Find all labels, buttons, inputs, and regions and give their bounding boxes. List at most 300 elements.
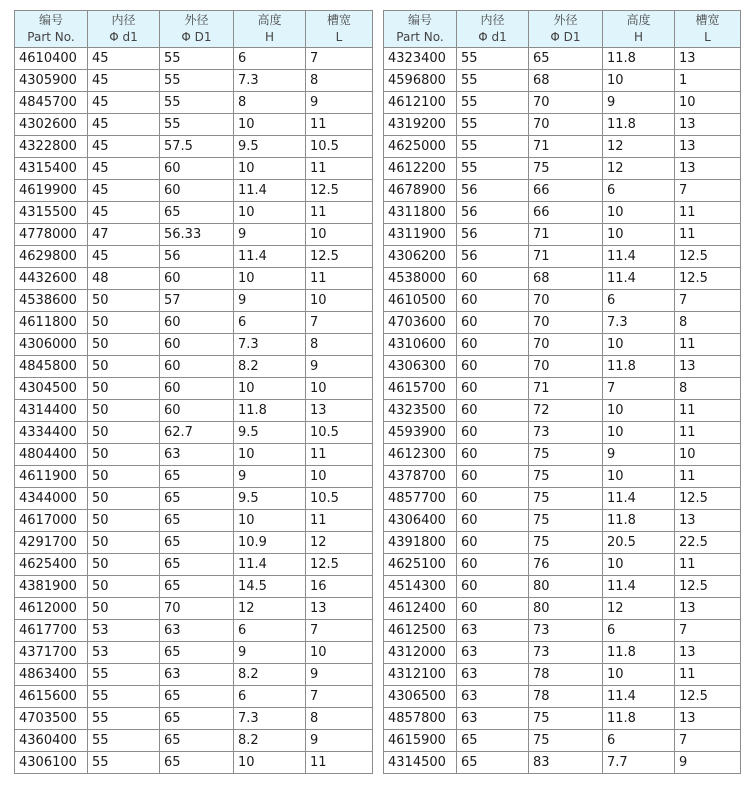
- cell-part-no: 4311800: [384, 202, 457, 224]
- table-row: [15, 312, 373, 334]
- table-row: [384, 466, 741, 488]
- cell-inner-diameter: 60: [457, 488, 529, 510]
- cell-part-no: 4612000: [15, 598, 88, 620]
- cell-outer-diameter: 65: [529, 48, 603, 70]
- cell-outer-diameter: 71: [529, 378, 603, 400]
- cell-height: 11.4: [603, 576, 675, 598]
- cell-height: 10: [603, 224, 675, 246]
- cell-inner-diameter: 53: [88, 642, 160, 664]
- cell-part-no: 4371700: [15, 642, 88, 664]
- cell-inner-diameter: 65: [457, 730, 529, 752]
- table-row: [15, 686, 373, 708]
- cell-inner-diameter: 50: [88, 554, 160, 576]
- cell-outer-diameter: 55: [160, 114, 234, 136]
- cell-outer-diameter: 73: [529, 642, 603, 664]
- cell-inner-diameter: 50: [88, 444, 160, 466]
- cell-outer-diameter: 65: [160, 752, 234, 774]
- cell-height: 10: [234, 510, 306, 532]
- cell-inner-diameter: 50: [88, 400, 160, 422]
- cell-part-no: 4314400: [15, 400, 88, 422]
- table-row: [384, 92, 741, 114]
- table-row: [384, 686, 741, 708]
- cell-outer-diameter: 65: [160, 686, 234, 708]
- cell-part-no: 4381900: [15, 576, 88, 598]
- cell-inner-diameter: 45: [88, 48, 160, 70]
- cell-inner-diameter: 50: [88, 598, 160, 620]
- cell-groove-width: 10.5: [306, 136, 373, 158]
- cell-outer-diameter: 75: [529, 158, 603, 180]
- cell-inner-diameter: 45: [88, 202, 160, 224]
- cell-inner-diameter: 55: [457, 48, 529, 70]
- cell-inner-diameter: 60: [457, 598, 529, 620]
- cell-part-no: 4593900: [384, 422, 457, 444]
- table-row: [15, 576, 373, 598]
- table-row: [384, 312, 741, 334]
- cell-outer-diameter: 65: [160, 532, 234, 554]
- cell-part-no: 4857800: [384, 708, 457, 730]
- cell-groove-width: 10.5: [306, 422, 373, 444]
- cell-groove-width: 7: [675, 180, 741, 202]
- cell-groove-width: 7: [306, 312, 373, 334]
- cell-outer-diameter: 75: [529, 488, 603, 510]
- cell-height: 11.8: [603, 708, 675, 730]
- table-row: [15, 422, 373, 444]
- cell-outer-diameter: 60: [160, 334, 234, 356]
- cell-outer-diameter: 55: [160, 92, 234, 114]
- cell-part-no: 4611800: [15, 312, 88, 334]
- cell-groove-width: 11: [306, 752, 373, 774]
- right-table-body: [384, 48, 741, 774]
- cell-height: 6: [603, 730, 675, 752]
- cell-groove-width: 1: [675, 70, 741, 92]
- cell-inner-diameter: 55: [457, 70, 529, 92]
- cell-part-no: 4615600: [15, 686, 88, 708]
- cell-outer-diameter: 70: [160, 598, 234, 620]
- table-row: [384, 444, 741, 466]
- cell-part-no: 4625100: [384, 554, 457, 576]
- cell-part-no: 4612500: [384, 620, 457, 642]
- table-row: [384, 180, 741, 202]
- cell-height: 9: [234, 224, 306, 246]
- cell-groove-width: 8: [306, 708, 373, 730]
- cell-groove-width: 7: [675, 730, 741, 752]
- cell-part-no: 4625400: [15, 554, 88, 576]
- cell-outer-diameter: 76: [529, 554, 603, 576]
- spec-table-left: [14, 10, 373, 774]
- cell-part-no: 4304500: [15, 378, 88, 400]
- table-row: [384, 576, 741, 598]
- cell-outer-diameter: 56.33: [160, 224, 234, 246]
- cell-outer-diameter: 78: [529, 664, 603, 686]
- table-row: [15, 598, 373, 620]
- cell-part-no: 4629800: [15, 246, 88, 268]
- cell-inner-diameter: 55: [457, 92, 529, 114]
- cell-groove-width: 8: [675, 312, 741, 334]
- table-row: [15, 356, 373, 378]
- cell-groove-width: 11: [306, 268, 373, 290]
- cell-outer-diameter: 70: [529, 114, 603, 136]
- cell-groove-width: 12.5: [675, 488, 741, 510]
- cell-inner-diameter: 50: [88, 290, 160, 312]
- cell-height: 9: [603, 92, 675, 114]
- cell-inner-diameter: 45: [88, 136, 160, 158]
- cell-height: 7.7: [603, 752, 675, 774]
- cell-outer-diameter: 60: [160, 180, 234, 202]
- cell-groove-width: 13: [675, 708, 741, 730]
- cell-groove-width: 13: [306, 598, 373, 620]
- cell-inner-diameter: 55: [88, 686, 160, 708]
- table-row: [384, 708, 741, 730]
- cell-inner-diameter: 60: [457, 312, 529, 334]
- header-outer-diameter: 外径 Φ D1: [160, 11, 234, 48]
- cell-outer-diameter: 60: [160, 378, 234, 400]
- table-row: [384, 620, 741, 642]
- cell-part-no: 4703500: [15, 708, 88, 730]
- cell-outer-diameter: 63: [160, 664, 234, 686]
- cell-height: 8.2: [234, 356, 306, 378]
- cell-height: 10: [603, 466, 675, 488]
- cell-height: 11.8: [603, 114, 675, 136]
- cell-inner-diameter: 55: [88, 730, 160, 752]
- cell-groove-width: 11: [675, 202, 741, 224]
- cell-inner-diameter: 53: [88, 620, 160, 642]
- cell-inner-diameter: 60: [457, 400, 529, 422]
- cell-groove-width: 9: [306, 92, 373, 114]
- cell-outer-diameter: 71: [529, 136, 603, 158]
- cell-inner-diameter: 60: [457, 290, 529, 312]
- cell-height: 11.8: [603, 510, 675, 532]
- cell-groove-width: 7: [306, 48, 373, 70]
- cell-height: 10: [234, 202, 306, 224]
- cell-groove-width: 16: [306, 576, 373, 598]
- cell-outer-diameter: 80: [529, 576, 603, 598]
- cell-outer-diameter: 71: [529, 224, 603, 246]
- cell-groove-width: 10: [306, 642, 373, 664]
- cell-groove-width: 11: [675, 334, 741, 356]
- spec-table-right: [383, 10, 741, 774]
- cell-height: 12: [603, 598, 675, 620]
- cell-part-no: 4612200: [384, 158, 457, 180]
- cell-outer-diameter: 72: [529, 400, 603, 422]
- cell-height: 10: [603, 422, 675, 444]
- cell-height: 10: [234, 752, 306, 774]
- table-row: [384, 510, 741, 532]
- table-row: [15, 444, 373, 466]
- cell-part-no: 4312000: [384, 642, 457, 664]
- cell-outer-diameter: 65: [160, 642, 234, 664]
- header-height: 高度 H: [234, 11, 306, 48]
- cell-part-no: 4678900: [384, 180, 457, 202]
- cell-outer-diameter: 55: [160, 70, 234, 92]
- cell-height: 6: [603, 180, 675, 202]
- cell-outer-diameter: 60: [160, 158, 234, 180]
- cell-groove-width: 7: [306, 686, 373, 708]
- cell-part-no: 4312100: [384, 664, 457, 686]
- cell-height: 11.8: [603, 356, 675, 378]
- header-inner-diameter: 内径 Φ d1: [88, 11, 160, 48]
- cell-outer-diameter: 63: [160, 444, 234, 466]
- cell-inner-diameter: 55: [457, 158, 529, 180]
- table-row: [15, 180, 373, 202]
- table-row: [15, 92, 373, 114]
- cell-part-no: 4804400: [15, 444, 88, 466]
- cell-part-no: 4306100: [15, 752, 88, 774]
- cell-groove-width: 10: [306, 224, 373, 246]
- cell-groove-width: 8: [675, 378, 741, 400]
- cell-outer-diameter: 57.5: [160, 136, 234, 158]
- cell-inner-diameter: 50: [88, 510, 160, 532]
- cell-inner-diameter: 50: [88, 576, 160, 598]
- cell-height: 9: [234, 642, 306, 664]
- cell-outer-diameter: 63: [160, 620, 234, 642]
- cell-part-no: 4612300: [384, 444, 457, 466]
- table-row: [15, 378, 373, 400]
- cell-groove-width: 9: [306, 356, 373, 378]
- table-row: [384, 488, 741, 510]
- cell-height: 11.4: [603, 268, 675, 290]
- cell-height: 7.3: [234, 708, 306, 730]
- cell-outer-diameter: 60: [160, 268, 234, 290]
- table-row: [384, 136, 741, 158]
- cell-part-no: 4306300: [384, 356, 457, 378]
- cell-height: 9: [234, 290, 306, 312]
- cell-part-no: 4703600: [384, 312, 457, 334]
- cell-outer-diameter: 83: [529, 752, 603, 774]
- cell-part-no: 4323500: [384, 400, 457, 422]
- cell-groove-width: 7: [306, 620, 373, 642]
- cell-part-no: 4319200: [384, 114, 457, 136]
- cell-height: 10: [603, 664, 675, 686]
- cell-inner-diameter: 60: [457, 378, 529, 400]
- cell-outer-diameter: 65: [160, 510, 234, 532]
- cell-inner-diameter: 50: [88, 356, 160, 378]
- cell-outer-diameter: 55: [160, 48, 234, 70]
- cell-inner-diameter: 50: [88, 488, 160, 510]
- cell-part-no: 4302600: [15, 114, 88, 136]
- header-row: [384, 11, 741, 48]
- cell-outer-diameter: 65: [160, 466, 234, 488]
- cell-height: 10: [234, 444, 306, 466]
- cell-outer-diameter: 60: [160, 312, 234, 334]
- header-row: [15, 11, 373, 48]
- cell-part-no: 4611900: [15, 466, 88, 488]
- cell-inner-diameter: 50: [88, 334, 160, 356]
- cell-groove-width: 12: [306, 532, 373, 554]
- cell-inner-diameter: 55: [88, 664, 160, 686]
- cell-height: 11.4: [234, 246, 306, 268]
- cell-inner-diameter: 56: [457, 224, 529, 246]
- cell-inner-diameter: 60: [457, 510, 529, 532]
- cell-inner-diameter: 60: [457, 466, 529, 488]
- table-row: [15, 510, 373, 532]
- cell-groove-width: 12.5: [306, 246, 373, 268]
- table-row: [15, 466, 373, 488]
- cell-outer-diameter: 75: [529, 730, 603, 752]
- cell-height: 7.3: [603, 312, 675, 334]
- cell-outer-diameter: 70: [529, 92, 603, 114]
- cell-part-no: 4857700: [384, 488, 457, 510]
- cell-groove-width: 7: [675, 290, 741, 312]
- cell-height: 7.3: [234, 70, 306, 92]
- cell-inner-diameter: 63: [457, 686, 529, 708]
- cell-groove-width: 10: [306, 466, 373, 488]
- table-row: [15, 730, 373, 752]
- table-row: [15, 488, 373, 510]
- table-row: [384, 752, 741, 774]
- cell-height: 9.5: [234, 422, 306, 444]
- cell-groove-width: 12.5: [675, 268, 741, 290]
- cell-groove-width: 12.5: [306, 180, 373, 202]
- cell-height: 8.2: [234, 664, 306, 686]
- left-table-body: [15, 48, 373, 774]
- cell-groove-width: 11: [675, 466, 741, 488]
- header-outer-diameter: 外径 Φ D1: [529, 11, 603, 48]
- cell-height: 10: [603, 554, 675, 576]
- cell-height: 9: [603, 444, 675, 466]
- cell-inner-diameter: 55: [88, 752, 160, 774]
- cell-height: 11.8: [234, 400, 306, 422]
- cell-part-no: 4306000: [15, 334, 88, 356]
- table-row: [15, 158, 373, 180]
- cell-groove-width: 11: [675, 400, 741, 422]
- cell-inner-diameter: 56: [457, 246, 529, 268]
- cell-inner-diameter: 60: [457, 334, 529, 356]
- cell-outer-diameter: 75: [529, 532, 603, 554]
- cell-height: 6: [603, 290, 675, 312]
- cell-groove-width: 12.5: [675, 246, 741, 268]
- cell-inner-diameter: 45: [88, 158, 160, 180]
- cell-height: 12: [234, 598, 306, 620]
- cell-part-no: 4615900: [384, 730, 457, 752]
- cell-height: 7.3: [234, 334, 306, 356]
- cell-groove-width: 13: [675, 642, 741, 664]
- table-row: [384, 378, 741, 400]
- table-row: [384, 334, 741, 356]
- cell-inner-diameter: 48: [88, 268, 160, 290]
- cell-inner-diameter: 50: [88, 378, 160, 400]
- cell-groove-width: 11: [675, 224, 741, 246]
- cell-part-no: 4291700: [15, 532, 88, 554]
- table-row: [384, 598, 741, 620]
- cell-inner-diameter: 47: [88, 224, 160, 246]
- table-row: [384, 400, 741, 422]
- table-row: [384, 246, 741, 268]
- cell-inner-diameter: 60: [457, 444, 529, 466]
- cell-height: 10: [234, 378, 306, 400]
- header-inner-diameter: 内径 Φ d1: [457, 11, 529, 48]
- cell-height: 11.4: [603, 246, 675, 268]
- cell-part-no: 4306400: [384, 510, 457, 532]
- cell-part-no: 4315500: [15, 202, 88, 224]
- cell-groove-width: 11: [675, 664, 741, 686]
- cell-height: 6: [234, 686, 306, 708]
- cell-outer-diameter: 65: [160, 730, 234, 752]
- cell-outer-diameter: 60: [160, 356, 234, 378]
- cell-groove-width: 13: [675, 356, 741, 378]
- cell-groove-width: 11: [306, 510, 373, 532]
- cell-inner-diameter: 45: [88, 180, 160, 202]
- cell-part-no: 4306500: [384, 686, 457, 708]
- cell-outer-diameter: 70: [529, 334, 603, 356]
- cell-groove-width: 8: [306, 334, 373, 356]
- table-row: [15, 48, 373, 70]
- cell-part-no: 4625000: [384, 136, 457, 158]
- cell-groove-width: 13: [675, 510, 741, 532]
- cell-groove-width: 10: [675, 444, 741, 466]
- cell-inner-diameter: 50: [88, 312, 160, 334]
- cell-inner-diameter: 45: [88, 70, 160, 92]
- cell-groove-width: 10.5: [306, 488, 373, 510]
- cell-part-no: 4612100: [384, 92, 457, 114]
- cell-outer-diameter: 68: [529, 70, 603, 92]
- cell-part-no: 4596800: [384, 70, 457, 92]
- cell-outer-diameter: 65: [160, 554, 234, 576]
- cell-inner-diameter: 63: [457, 708, 529, 730]
- cell-height: 10: [234, 158, 306, 180]
- cell-outer-diameter: 65: [160, 708, 234, 730]
- cell-part-no: 4514300: [384, 576, 457, 598]
- cell-outer-diameter: 68: [529, 268, 603, 290]
- table-row: [15, 114, 373, 136]
- cell-outer-diameter: 57: [160, 290, 234, 312]
- cell-outer-diameter: 75: [529, 444, 603, 466]
- cell-outer-diameter: 70: [529, 312, 603, 334]
- cell-inner-diameter: 60: [457, 554, 529, 576]
- cell-part-no: 4311900: [384, 224, 457, 246]
- cell-part-no: 4610500: [384, 290, 457, 312]
- cell-part-no: 4378700: [384, 466, 457, 488]
- cell-outer-diameter: 65: [160, 202, 234, 224]
- cell-outer-diameter: 60: [160, 400, 234, 422]
- table-row: [384, 48, 741, 70]
- table-row: [384, 356, 741, 378]
- cell-height: 12: [603, 136, 675, 158]
- table-row: [384, 114, 741, 136]
- cell-inner-diameter: 50: [88, 532, 160, 554]
- cell-groove-width: 10: [306, 378, 373, 400]
- cell-height: 6: [234, 312, 306, 334]
- cell-inner-diameter: 65: [457, 752, 529, 774]
- cell-part-no: 4323400: [384, 48, 457, 70]
- cell-height: 10.9: [234, 532, 306, 554]
- cell-outer-diameter: 70: [529, 290, 603, 312]
- table-row: [15, 664, 373, 686]
- cell-groove-width: 13: [306, 400, 373, 422]
- cell-inner-diameter: 55: [88, 708, 160, 730]
- table-row: [384, 532, 741, 554]
- table-row: [384, 202, 741, 224]
- table-row: [384, 554, 741, 576]
- cell-part-no: 4538000: [384, 268, 457, 290]
- table-row: [15, 554, 373, 576]
- cell-inner-diameter: 45: [88, 246, 160, 268]
- cell-part-no: 4610400: [15, 48, 88, 70]
- cell-outer-diameter: 62.7: [160, 422, 234, 444]
- header-part-no: 编号 Part No.: [15, 11, 88, 48]
- table-row: [15, 620, 373, 642]
- table-row: [15, 334, 373, 356]
- cell-inner-diameter: 55: [457, 114, 529, 136]
- cell-groove-width: 11: [306, 202, 373, 224]
- cell-outer-diameter: 78: [529, 686, 603, 708]
- table-row: [15, 708, 373, 730]
- cell-inner-diameter: 60: [457, 268, 529, 290]
- header-height: 高度 H: [603, 11, 675, 48]
- cell-groove-width: 11: [306, 444, 373, 466]
- table-row: [15, 290, 373, 312]
- cell-height: 11.4: [603, 488, 675, 510]
- cell-outer-diameter: 66: [529, 202, 603, 224]
